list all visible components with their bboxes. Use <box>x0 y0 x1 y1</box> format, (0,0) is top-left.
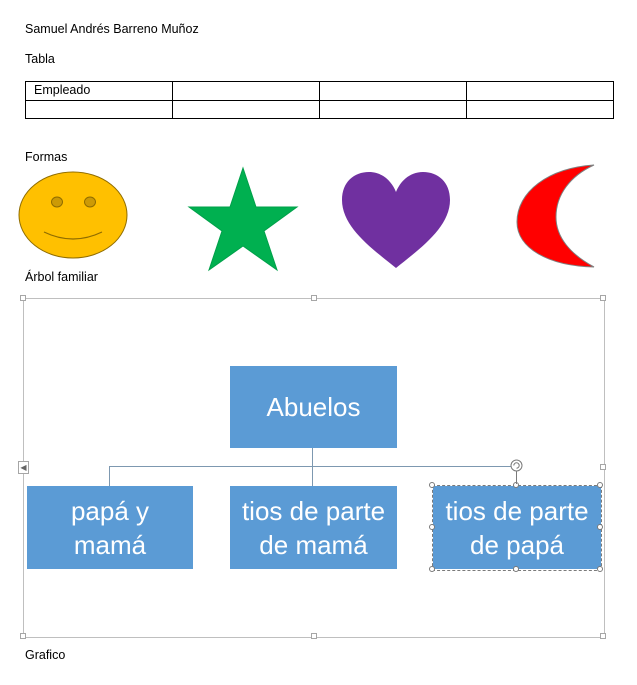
table-cell[interactable] <box>26 100 173 119</box>
tree-root-node[interactable] <box>230 366 397 448</box>
author-name: Samuel Andrés Barreno Muñoz <box>25 22 199 36</box>
heart-icon[interactable] <box>340 170 452 270</box>
table-cell[interactable] <box>320 100 467 119</box>
table-cell[interactable] <box>467 82 614 101</box>
connector-line <box>312 466 313 486</box>
selection-handle[interactable] <box>429 482 435 488</box>
star-icon[interactable] <box>186 166 300 272</box>
node-label: tios de parte <box>241 495 386 526</box>
table-row <box>26 82 614 101</box>
resize-handle[interactable] <box>311 633 317 639</box>
node-label: Abuelos <box>266 392 361 422</box>
table-heading: Tabla <box>25 52 55 66</box>
shapes-heading: Formas <box>25 150 68 164</box>
table-row <box>26 100 614 119</box>
resize-handle[interactable] <box>600 295 606 301</box>
connector-line <box>109 466 110 486</box>
selection-handle[interactable] <box>597 482 603 488</box>
table-cell[interactable] <box>173 82 320 101</box>
selection-handle[interactable] <box>429 566 435 572</box>
node-label: tios de parte <box>445 495 589 526</box>
tree-child-node[interactable] <box>230 486 397 569</box>
table-cell[interactable] <box>320 82 467 101</box>
chart-heading: Grafico <box>25 648 66 662</box>
rotation-stem <box>516 470 517 484</box>
resize-handle[interactable] <box>600 464 606 470</box>
resize-handle[interactable] <box>600 633 606 639</box>
crescent-moon-icon[interactable] <box>514 162 598 270</box>
node-label: mamá <box>73 529 147 560</box>
selection-handle[interactable] <box>597 524 603 530</box>
connector-line <box>312 448 313 466</box>
selection-handle[interactable] <box>429 524 435 530</box>
table-cell[interactable] <box>467 100 614 119</box>
tree-heading: Árbol familiar <box>25 270 98 284</box>
rotate-handle-icon[interactable] <box>510 459 523 472</box>
resize-handle[interactable] <box>20 633 26 639</box>
selection-handle[interactable] <box>513 566 519 572</box>
table-cell[interactable]: Empleado <box>26 82 173 101</box>
smiley-face-icon[interactable] <box>17 170 129 260</box>
text-pane-toggle-icon[interactable]: ◀ <box>18 461 29 474</box>
employee-table[interactable] <box>25 81 614 119</box>
resize-handle[interactable] <box>311 295 317 301</box>
node-label: de mamá <box>259 529 368 560</box>
resize-handle[interactable] <box>20 295 26 301</box>
node-label: papá y <box>70 495 150 526</box>
selection-handle[interactable] <box>597 566 603 572</box>
tree-child-node[interactable] <box>27 486 193 569</box>
node-label: de papá <box>470 529 564 560</box>
table-cell[interactable] <box>173 100 320 119</box>
selection-outline <box>432 485 602 571</box>
